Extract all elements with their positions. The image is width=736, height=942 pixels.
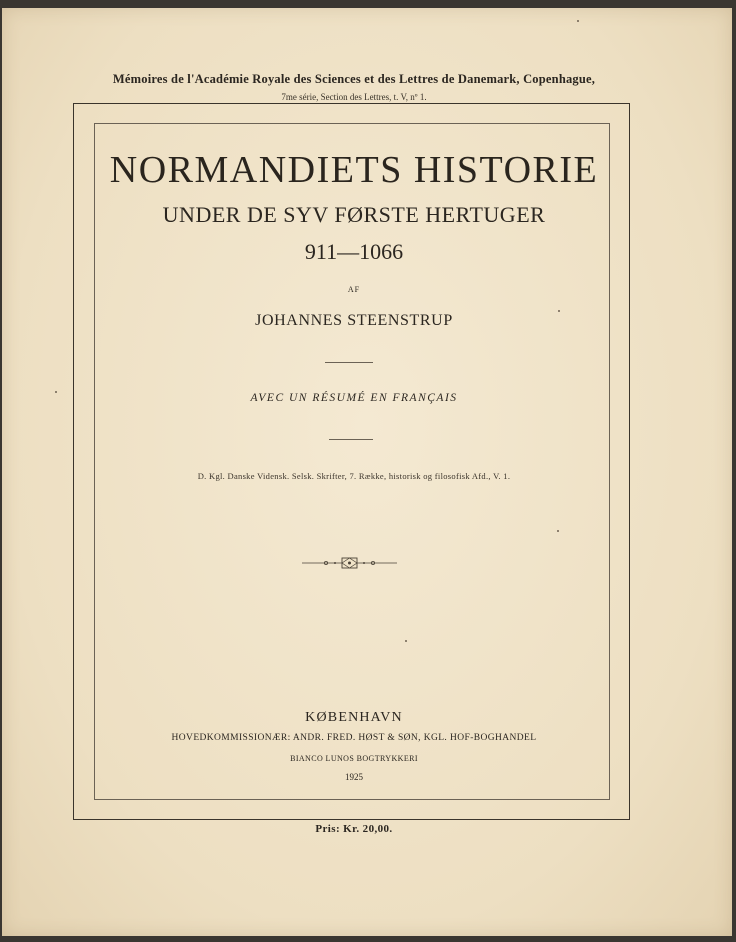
book-subtitle: UNDER DE SYV FØRSTE HERTUGER	[162, 202, 546, 227]
series-reference: D. Kgl. Danske Vidensk. Selsk. Skrifter, 7. Række, historisk og filosofisk Afd., V. 1.	[197, 471, 511, 481]
paper-speck	[557, 530, 559, 532]
paper-speck	[558, 310, 560, 312]
imprint-year: 1925	[345, 772, 363, 782]
series-title: Mémoires de l'Académie Royale des Sciences et des Lettres de Danemark, Copenhague,	[112, 72, 596, 86]
divider-rule	[325, 362, 373, 363]
price-label: Pris: Kr. 20,00.	[315, 823, 393, 835]
book-title: NORMANDIETS HISTORIE	[109, 149, 599, 191]
imprint-printer: BIANCO LUNOS BOGTRYKKERI	[290, 754, 418, 763]
author-name: JOHANNES STEENSTRUP	[255, 312, 453, 329]
series-subtitle: 7me série, Section des Lettres, t. V, nº 1.	[281, 92, 427, 102]
ornament-icon	[302, 556, 397, 570]
imprint-city: KØBENHAVN	[305, 710, 403, 725]
paper-speck	[55, 391, 57, 393]
imprint-publisher: HOVEDKOMMISSIONÆR: ANDR. FRED. HØST & SØN, KGL. HOF-BOGHANDEL	[171, 733, 537, 743]
by-label: AF	[347, 285, 361, 294]
book-cover	[2, 8, 732, 936]
year-range: 911—1066	[304, 239, 404, 264]
divider-rule	[329, 439, 373, 440]
paper-speck	[577, 20, 579, 22]
resume-note: AVEC UN RÉSUMÉ EN FRANÇAIS	[250, 392, 458, 404]
paper-speck	[405, 640, 407, 642]
